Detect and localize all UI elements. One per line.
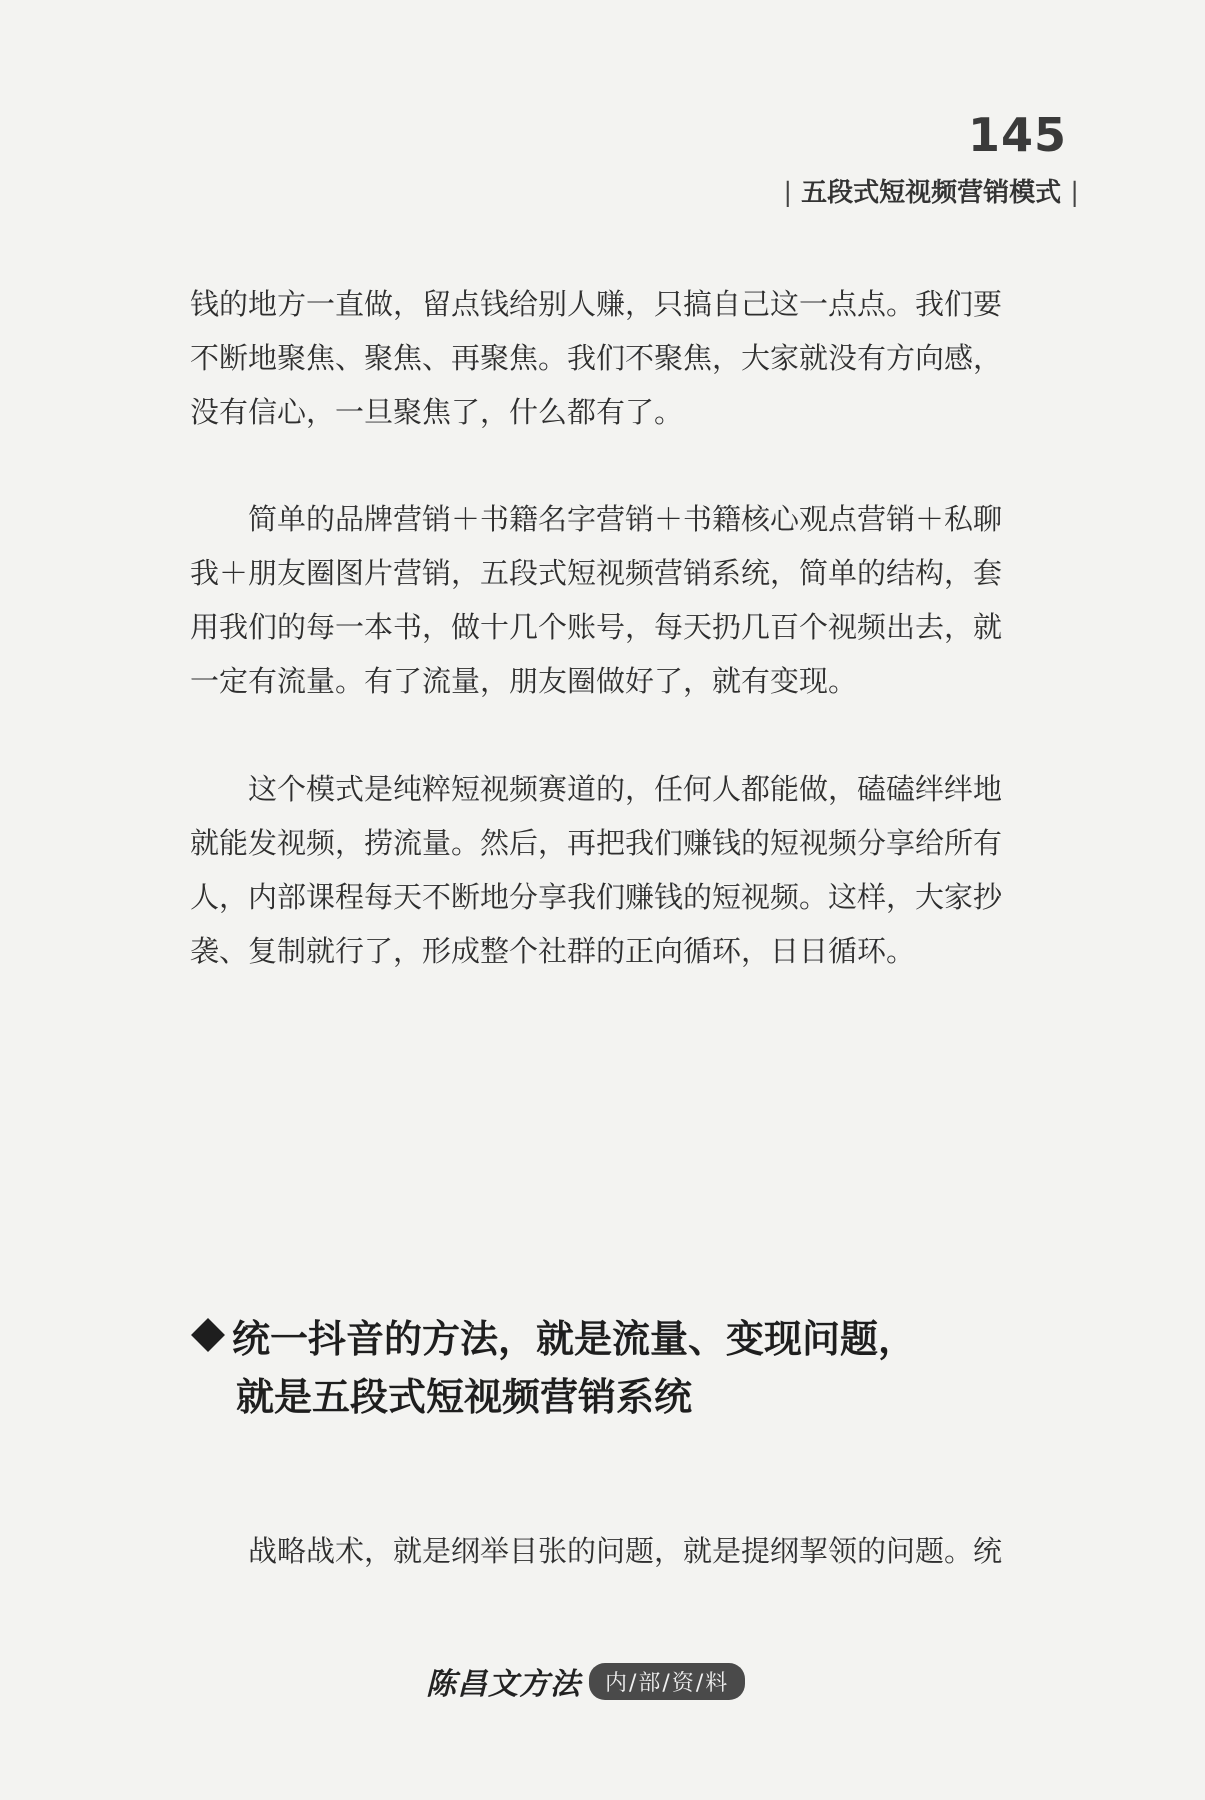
running-title: 五段式短视频营销模式 [801, 178, 1062, 208]
section-heading-line-2: 就是五段式短视频营销系统 [236, 1374, 693, 1419]
diamond-bullet-icon [191, 1318, 225, 1352]
footer-badge: 内/部/资/料 [589, 1663, 745, 1700]
header-bar-left: | [783, 178, 793, 208]
page-number: 145 [967, 108, 1067, 162]
running-header [783, 172, 1079, 209]
paragraph-2: 简单的品牌营销＋书籍名字营销＋书籍核心观点营销＋私聊我＋朋友圈图片营销，五段式短视频营销系统，简单的结构，套用我们的每一本书，做十几个账号，每天扔几百个视频出去，就一定有流量。有了流量，朋友圈做好了，就有变现。 [190, 502, 1003, 698]
paragraph-3: 这个模式是纯粹短视频赛道的，任何人都能做，磕磕绊绊地就能发视频，捞流量。然后，再把我们赚钱的短视频分享给所有人，内部课程每天不断地分享我们赚钱的短视频。这样，大家抄袭、复制就行了，形成整个社群的正向循环，日日循环。 [190, 772, 1003, 968]
footer-brand: 陈昌文方法 [426, 1667, 581, 1702]
header-bar-right: | [1070, 178, 1079, 208]
section-paragraph-1: 战略战术，就是纲举目张的问题，就是提纲挈领的问题。统 [248, 1534, 1003, 1568]
paragraph-1: 钱的地方一直做，留点钱给别人赚，只搞自己这一点点。我们要不断地聚焦、聚焦、再聚焦。我们不聚焦，大家就没有方向感，没有信心，一旦聚焦了，什么都有了。 [190, 287, 1003, 429]
section-heading-line-1: 统一抖音的方法，就是流量、变现问题， [232, 1316, 917, 1361]
section-heading [196, 1310, 1056, 1426]
footer [426, 1659, 745, 1703]
